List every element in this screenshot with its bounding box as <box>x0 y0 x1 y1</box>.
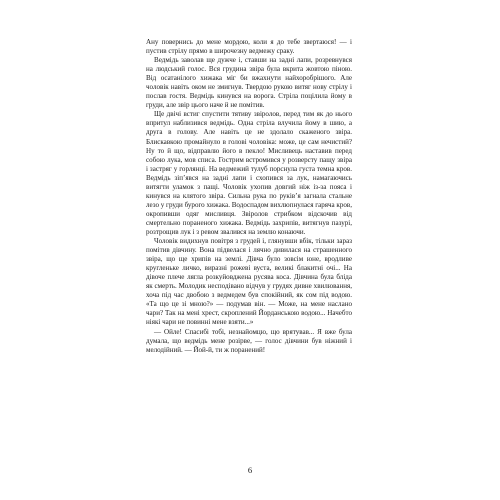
body-text <box>146 38 352 355</box>
paragraph: Ведмідь заволав ще дужче і, ставши на задні лапи, розревнувся на людський голос. Вся грудина звіра була вкрита жовтою піною. Від осатанілого хижака міг би вжахнути найхоробрішого. Але чоловік навіть оком не змигнув. Твердою рукою витяг нову стрілу і послав гостя. Ведмідь кинувся на ворога. Стріла поцілила йому в груди, але звір цього наче й не помітив. <box>146 56 352 110</box>
paragraph: Ану повернись до мене мордою, коли я до тебе звертаюся! — і пустив стрілу прямо в широчезну ведмежу сраку. <box>146 38 352 56</box>
paragraph: — Ойле! Спасибі тобі, незнайомцю, що врятував... Я вже була думала, що ведмідь мене розірве, — голос дівчини був ніжний і мелодійний. — Йой-й, ти ж поранений! <box>146 327 352 354</box>
paragraph: Чоловік видихнув повітря з грудей і, глянувши вбік, тільки зараз помітив дівчину. Вона підвелася і лячно дивилася на страшенного звіра, що ще хрипів на землі. Дівча було зовсім юне, вродливе кругленьке личко, виразні рожеві вуста, великі блакитні очі... На дівоче плече лягла розкуйовджена русява коса. Дівчина була бліда як смерть. Молодик несподівано відчув у грудях дивне хвилювання, хоча під час двобою з ведмедем був спокійний, як сом під водою. «Та що це зі мною?» — подумав він. — Може, на мене наслано чари? Так на мені хрест, скроплений Йорданською водою... Начебто ніякі чари не повинні мене взяти...» <box>146 237 352 327</box>
page-number: 6 <box>247 465 253 475</box>
paragraph: Ще двічі встиг спустити тятиву звіролов, перед тим як до нього впритул наблизився ведмідь. Одна стріла влучила йому в шию, а друга в голову. Але навіть це не здолало скаженого звіра. Блискавкою промайнуло в голові чоловіка: може, це сам нечистий? Ну то й що, відправлю його в пекло! Мисливець наставив перед собою лука, мов списа. Гострим встромився у розверсту пащу звіра і застряг у горлянці. На ведмежий тулуб порснула густа темна кров. Ведмідь зіп’явся на задні лапи і схопився за лук, намагаючись витягти уламок з пащі. Чоловік ухопив довгий ніж із-за пояса і кинувся на клятого звіра. Сильна рука по руків’я загнала стальне лезо у груди бурого хижака. Водоспадом вихлюпнулася гаряча кров, окропивши одяг мисливця. Звіролов стрибком відскочив від смертельно пораненого хижака. Ведмідь захрипів, витягнув пазурі, розтрощив лук і з ревом звалився на землю конаючи. <box>146 110 352 236</box>
